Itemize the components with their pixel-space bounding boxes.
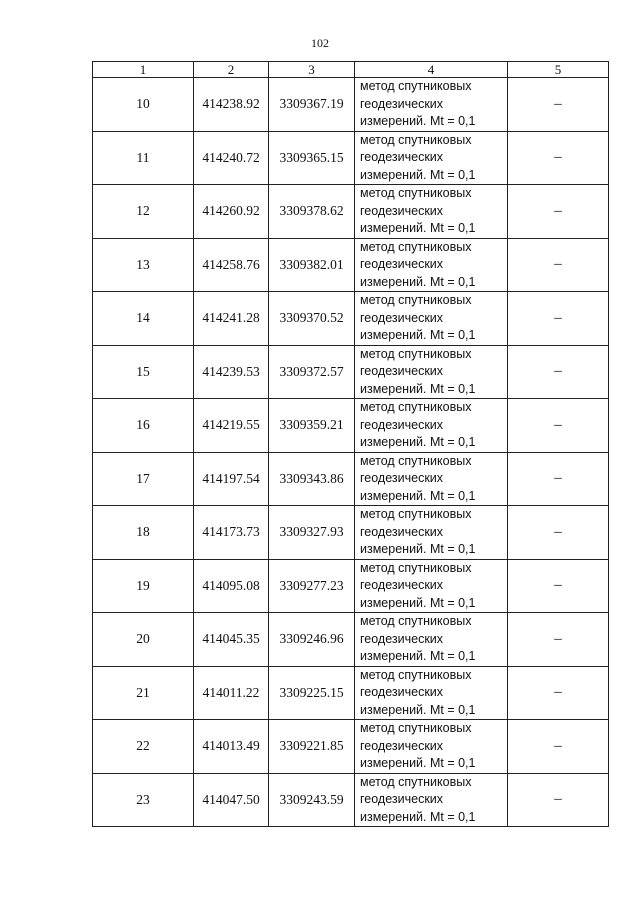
y-coordinate-cell: 3309382.01 (269, 238, 355, 292)
method-line: метод спутниковых (360, 400, 472, 414)
x-coordinate-cell: 414258.76 (194, 238, 269, 292)
y-coordinate-cell: 3309359.21 (269, 399, 355, 453)
method-line: геодезических (360, 417, 444, 432)
method-line: геодезических (360, 738, 444, 753)
method-line: геодезических (360, 150, 444, 164)
method-cell (355, 131, 508, 185)
method-line: метод спутниковых (360, 560, 472, 575)
method-line: измерений. Mt = 0,1 (360, 221, 476, 235)
y-coordinate-cell: 3309372.57 (269, 345, 355, 399)
point-number-cell: 21 (93, 666, 194, 720)
method-cell (355, 452, 508, 506)
method-line: метод спутниковых (360, 774, 472, 789)
method-line: метод спутниковых (360, 79, 472, 93)
x-coordinate-cell: 414011.22 (194, 666, 269, 720)
method-line: измерений. Mt = 0,1 (360, 167, 476, 182)
method-line: измерений. Mt = 0,1 (360, 542, 476, 556)
table-row (93, 292, 609, 346)
point-number-cell: 15 (93, 345, 194, 399)
method-line: метод спутниковых (360, 453, 472, 468)
method-line: метод спутниковых (360, 132, 472, 147)
column-header-y: 3 (269, 62, 355, 78)
table-row (93, 773, 609, 827)
note-cell: – (508, 399, 609, 453)
method-line: метод спутниковых (360, 667, 472, 682)
note-cell: – (508, 452, 609, 506)
method-line: метод спутниковых (360, 614, 472, 628)
method-cell (355, 559, 508, 613)
y-coordinate-cell: 3309246.96 (269, 613, 355, 667)
method-line: измерений. Mt = 0,1 (360, 488, 476, 503)
method-line: метод спутниковых (360, 239, 472, 254)
x-coordinate-cell: 414095.08 (194, 559, 269, 613)
table-body (93, 78, 609, 827)
y-coordinate-cell: 3309327.93 (269, 506, 355, 560)
x-coordinate-cell: 414173.73 (194, 506, 269, 560)
method-line: геодезических (360, 96, 444, 111)
column-header-method: 4 (355, 62, 508, 78)
table-row (93, 399, 609, 453)
method-line: метод спутниковых (360, 507, 472, 521)
y-coordinate-cell: 3309370.52 (269, 292, 355, 346)
table-row (93, 506, 609, 560)
method-line: геодезических (360, 685, 444, 699)
note-cell: – (508, 78, 609, 132)
note-cell: – (508, 238, 609, 292)
point-number-cell: 10 (93, 78, 194, 132)
x-coordinate-cell: 414045.35 (194, 613, 269, 667)
point-number-cell: 23 (93, 773, 194, 827)
method-line: измерений. Mt = 0,1 (360, 328, 476, 342)
y-coordinate-cell: 3309343.86 (269, 452, 355, 506)
x-coordinate-cell: 414238.92 (194, 78, 269, 132)
method-line: метод спутниковых (360, 293, 472, 307)
table-row (93, 613, 609, 667)
method-line: геодезических (360, 257, 444, 271)
method-line: геодезических (360, 578, 444, 592)
method-cell (355, 345, 508, 399)
point-number-cell: 11 (93, 131, 194, 185)
x-coordinate-cell: 414239.53 (194, 345, 269, 399)
method-line: измерений. Mt = 0,1 (360, 114, 476, 128)
y-coordinate-cell: 3309225.15 (269, 666, 355, 720)
x-coordinate-cell: 414260.92 (194, 185, 269, 239)
point-number-cell: 20 (93, 613, 194, 667)
point-number-cell: 17 (93, 452, 194, 506)
table-header-row (93, 62, 609, 78)
point-number-cell: 14 (93, 292, 194, 346)
method-line: геодезических (360, 203, 444, 218)
table-row (93, 238, 609, 292)
method-cell (355, 506, 508, 560)
x-coordinate-cell: 414013.49 (194, 720, 269, 774)
table-row (93, 78, 609, 132)
column-header-point-number: 1 (93, 62, 194, 78)
method-line: метод спутниковых (360, 186, 472, 200)
note-cell: – (508, 292, 609, 346)
method-line: геодезических (360, 364, 444, 378)
method-line: геодезических (360, 524, 444, 539)
y-coordinate-cell: 3309277.23 (269, 559, 355, 613)
page-number: 102 (311, 36, 329, 50)
note-cell: – (508, 185, 609, 239)
y-coordinate-cell: 3309243.59 (269, 773, 355, 827)
column-header-x: 2 (194, 62, 269, 78)
y-coordinate-cell: 3309378.62 (269, 185, 355, 239)
point-number-cell: 16 (93, 399, 194, 453)
method-cell (355, 238, 508, 292)
x-coordinate-cell: 414241.28 (194, 292, 269, 346)
method-line: геодезических (360, 310, 444, 325)
table-row (93, 345, 609, 399)
method-line: измерений. Mt = 0,1 (360, 435, 476, 449)
method-cell (355, 78, 508, 132)
point-number-cell: 18 (93, 506, 194, 560)
point-number-cell: 13 (93, 238, 194, 292)
note-cell: – (508, 345, 609, 399)
method-line: геодезических (360, 471, 444, 485)
method-line: измерений. Mt = 0,1 (360, 274, 476, 289)
table-row (93, 185, 609, 239)
column-header-note: 5 (508, 62, 609, 78)
method-line: измерений. Mt = 0,1 (360, 756, 476, 770)
point-number-cell: 12 (93, 185, 194, 239)
method-line: геодезических (360, 631, 444, 646)
method-line: измерений. Mt = 0,1 (360, 649, 476, 663)
method-cell (355, 399, 508, 453)
method-cell (355, 292, 508, 346)
point-number-cell: 19 (93, 559, 194, 613)
method-line: метод спутниковых (360, 346, 472, 361)
table-row (93, 452, 609, 506)
x-coordinate-cell: 414197.54 (194, 452, 269, 506)
note-cell: – (508, 506, 609, 560)
method-cell (355, 720, 508, 774)
x-coordinate-cell: 414219.55 (194, 399, 269, 453)
method-cell (355, 185, 508, 239)
y-coordinate-cell: 3309365.15 (269, 131, 355, 185)
method-line: геодезических (360, 792, 444, 806)
method-cell (355, 666, 508, 720)
table-row (93, 666, 609, 720)
method-cell (355, 613, 508, 667)
method-line: измерений. Mt = 0,1 (360, 595, 476, 610)
method-line: измерений. Mt = 0,1 (360, 809, 476, 824)
note-cell: – (508, 666, 609, 720)
note-cell: – (508, 720, 609, 774)
x-coordinate-cell: 414240.72 (194, 131, 269, 185)
x-coordinate-cell: 414047.50 (194, 773, 269, 827)
y-coordinate-cell: 3309367.19 (269, 78, 355, 132)
method-cell (355, 773, 508, 827)
method-line: метод спутниковых (360, 721, 472, 735)
table-row (93, 559, 609, 613)
coordinates-table (92, 61, 609, 827)
table-row (93, 720, 609, 774)
note-cell: – (508, 613, 609, 667)
note-cell: – (508, 559, 609, 613)
method-line: измерений. Mt = 0,1 (360, 381, 476, 396)
note-cell: – (508, 131, 609, 185)
point-number-cell: 22 (93, 720, 194, 774)
method-line: измерений. Mt = 0,1 (360, 702, 476, 717)
note-cell: – (508, 773, 609, 827)
y-coordinate-cell: 3309221.85 (269, 720, 355, 774)
table-row (93, 131, 609, 185)
